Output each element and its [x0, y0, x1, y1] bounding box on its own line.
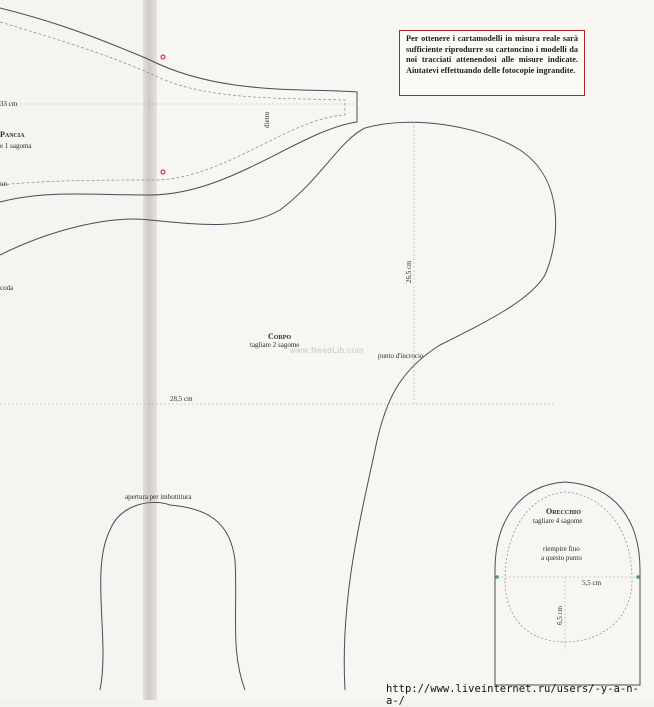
tail-label: coda — [0, 284, 14, 292]
cross-point-label: punto d'incrocio — [378, 352, 424, 360]
body-piece-title: Corpo — [268, 332, 292, 341]
ear-height-label: 6,5 cm — [556, 605, 564, 625]
ear-mark-left — [495, 575, 499, 579]
stuffing-opening-label: apertura per imbottitura — [125, 493, 192, 501]
belly-piece-cut-text: e 1 sagoma — [0, 142, 32, 150]
ear-fill-line2: a questo punto — [541, 554, 582, 562]
ear-piece-cut-text: tagliare 4 sagome — [533, 517, 583, 525]
body-height-label: 26,5 cm — [405, 260, 413, 283]
footer-url: http://www.liveinternet.ru/users/-y-a-n-a-/ — [386, 683, 639, 707]
belly-piece-word: un — [0, 180, 7, 188]
ear-mark-right — [636, 575, 640, 579]
belly-piece-title: Pancia — [0, 130, 25, 139]
ear-width-label: 5,5 cm — [582, 579, 602, 587]
ear-piece-title: Orecchio — [546, 507, 581, 516]
body-width-label: 28,5 cm — [170, 395, 193, 403]
instruction-note-box: Per ottenere i cartamodelli in misura reale sarà sufficiente riprodurre su cartoncino i modelli da noi tracciati attenendosi alle misure indicate. Aiutatevi effettuando delle fotocopie ingrandite. — [399, 30, 585, 96]
dietro-label: dietro — [263, 111, 271, 128]
body-piece-cut-text: tagliare 2 sagome — [250, 341, 300, 349]
watermark-text: www.NeedLib.com — [290, 346, 364, 355]
ear-fill-line1: riempire fino — [543, 545, 580, 553]
belly-piece-outline — [0, 8, 357, 202]
belly-mark-bottom — [161, 170, 165, 174]
left-piece-measure-label: 33 cm — [0, 100, 18, 108]
body-piece-outline — [100, 122, 556, 690]
belly-mark-top — [161, 55, 165, 59]
belly-piece-seam — [0, 22, 345, 185]
